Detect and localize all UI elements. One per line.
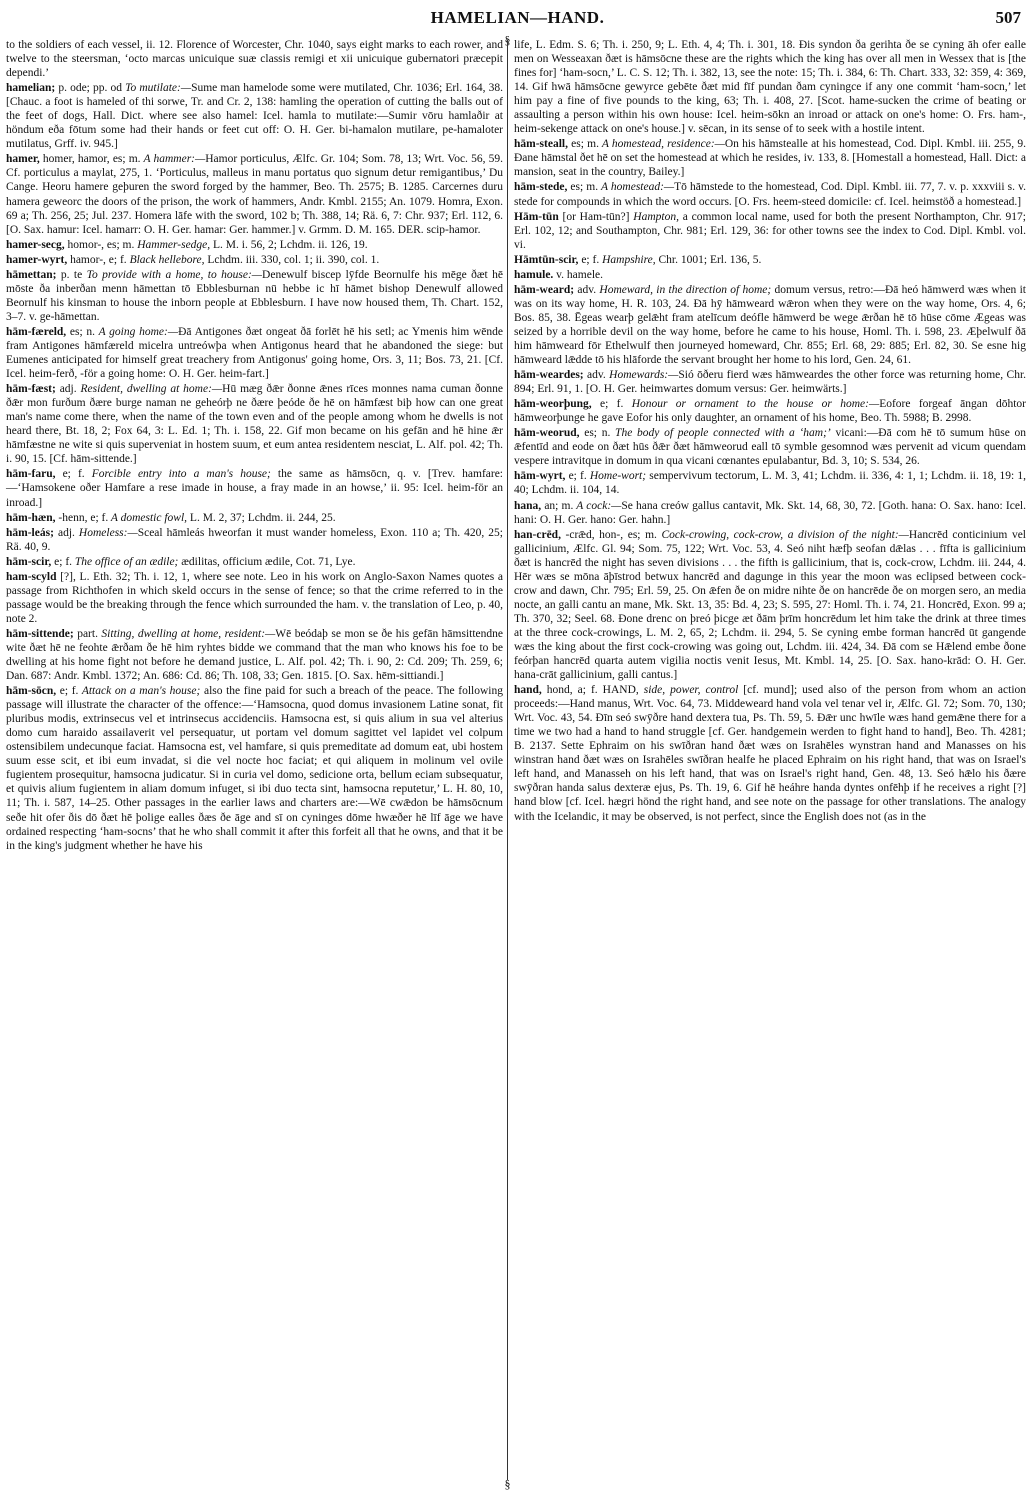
dictionary-entry: [514, 38, 1026, 136]
gloss: Forcible entry into a man's house;: [84, 468, 271, 481]
dictionary-entry: [514, 683, 1026, 823]
dictionary-entry: [6, 627, 503, 683]
entry-text: [cf. mund]; used also of the person from whom an action proceeds:—Hand manus, Wrt. Voc. 64, 73. Middeweard hand vola vel tenar vel ir, Ælfc. Gl. 72; Som. 70, 130; Wrt. Voc. 43, 54. Ðīn seó swȳðre hand dextera tua, Ps. Th. 59, 5. Ðǣr unc hwīle wæs hand gemǣne there for a time we two had a hand to hand struggle [cf. Ger. handgemein werden to fight hand to hand], Beo. Th. 4281; B. 2137. Sette Ephraim on his swīðran hand ðæt wæs on Israhēles wynstran hand and Manasses on his winstran hand ðæt wæs on Israhēles swīðran healfe he placed Ephraim on his right hand, that was on Israel's left hand, and Manasseh on his left hand, that was on Israel's right hand, Gen. 48, 13. Seó hǣlo his ðære swȳðran handa salus dexteræ ejus, Ps. Th. 19, 6. Gif hē heáhre handa dyntes onfēhþ if he receives a right [?] hand blow [cf. Icel. hægri hönd the right hand, and see note on the passage for other translations. The analogy with the Icelandic, it may be observed, is not perfect, since the English does not (as in the: [514, 684, 1027, 823]
dictionary-entry: [514, 137, 1026, 179]
gloss: Cock-crowing, cock-crow, a division of the night:—: [656, 528, 909, 541]
entry-text: -henn, e; f.: [55, 511, 109, 524]
entry-text: adv.: [583, 369, 606, 382]
dictionary-entry: [514, 253, 1026, 267]
entry-text: also the fine paid for such a breach of the peace. The following passage will illustrate the character of the offence:—‘Hamsocna, quod domus invasionem Latine sonat, fit pluribus modis, extrinsecus vel et intrinsecus accidenciis. Hamsocna est, si quis alium in sua vel alterius domo cum haraido assailaverit vel persequatur, ut portam vel domum sagittet vel lapidet vel colpum ostensibilem undecunque faciat. Hamsocna est, vel hamfare, si quis premeditate ad domum eat, ubi hostem suum esse scit, et ibi eum invadat, si die vel nocte hoc faciat; et qui aliquem in molinum vel ovile fugientem prosequitur, hamsocna judicatur. Si in curia vel domo, sedicione orta, bellum eciam subsequatur, et quivis alium fugientem in aliam domum infuget, si ibi duo tecta sint, hamsocna reputetur,’ L. H. 80, 10, 11; Th. i. 587, 14–25. Other passages in the earlier laws and charters are:—Wē cwǣdon be hāmsōcnum seðe hit ofer ðis dō ðæt hē þolige ealles ðæs ðe āge and sī on cyninges dōme hwæðer hē līf āge we have ordained respecting ‘ham-socns’ that he who shall commit it after this forfeit all that he owns, and that it be in the king's judgment whether he have his: [6, 685, 503, 852]
entry-text: es; m.: [567, 138, 599, 151]
headword: hām-sōcn,: [6, 685, 57, 698]
gloss: Homewards:—: [605, 369, 679, 382]
gloss: The body of people connected with a ‘ham;’: [610, 427, 831, 440]
entry-text: homer, hamor, es; m.: [39, 153, 141, 166]
dictionary-entry: [6, 684, 503, 853]
headword: hām-weard;: [514, 283, 575, 296]
headword: Hāmtūn-scir,: [514, 253, 579, 266]
headword: hām-sittende;: [6, 627, 74, 640]
entry-text: Eofore forgeaf āngan dōhtor hāmweorþunge he gave Eofor his only daughter, an ornament of his home, Beo. Th. 5988; B. 2998.: [514, 398, 1026, 425]
entry-text: adj.: [53, 526, 75, 539]
right-column: [514, 38, 1026, 825]
entry-text: e; f.: [591, 398, 624, 411]
gloss: A hammer:—: [140, 153, 206, 166]
entry-text: hamor-, e; f.: [67, 253, 127, 266]
headword: hāmettan;: [6, 268, 57, 281]
headword: hām-weorþung,: [514, 398, 592, 411]
entry-text: adj.: [55, 383, 77, 396]
headword: ham-scyld: [6, 570, 57, 583]
dictionary-entry: [514, 180, 1026, 208]
running-title: HAMELIAN—HAND.: [430, 8, 605, 27]
gloss: Homeward, in the direction of home;: [596, 283, 772, 296]
entry-text: Hamor porticulus, Ælfc. Gr. 104; Som. 78, 13; Wrt. Voc. 56, 59. Cf. porticulus a maylat, 275, 1. ‘Porticulus, malleus in manu portatus quo signum detur remigantibus,’ Du Cange. Heoru hamere geþuren the sword forged by the hammer, Beo. Th. 2575; B. 1285. Carcernes duru hamera geweorc the doors of the prison, the work of hammers, Andr. Kmbl. 2155; An. 1079. Homra, Exon. 69 a; Th. 256, 25; Jul. 237. Homera lāfe with the sword, 102 b; Th. 388, 14; Rä. 6, 7: Chr. 937; Erl. 112, 6. [O. Sax. hamur: Icel. hamarr: O. H. Ger. hamar: Ger. hammer.] v. Grmm. D. M. 165. DER. scip-hamor.: [6, 153, 503, 236]
entry-text: Ðā Antigones ðæt ongeat ðā forlēt hē his setl; ac Ymenis him wēnde fram Antigones hāmfæreld micelra untreówþa when Antigonus heard that he abandoned the siege: but Eumenes anticipated for himself great treachery from Antigonus' going home, Ors. 3, 11; Bos. 73, 21. [Cf. Icel. heim-ferð, -för a going home: O. H. Ger. heim-fart.]: [6, 325, 503, 381]
entry-text: Se hana creów gallus cantavit, Mk. Skt. 14, 68, 30, 72. [Goth. hana: O. Sax. hano: Icel. hani: O. H. Ger. hano: Ger. hahn.]: [514, 499, 1026, 526]
entry-text: Denewulf biscep lȳfde Beornulfe his mēge ðæt hē mōste ða inberðan menn hāmettan tō Ebblesburnan nū hebbe ic hī hāmet bishop Denewulf allowed Beornulf his kinsman to house the inborn people at Ebblesburn. I have now housed them, Th. Chart. 152, 3–7. v. ge-hāmettan.: [6, 268, 503, 323]
dictionary-entry: [514, 368, 1026, 396]
entry-text: e; f.: [51, 555, 73, 568]
section-mark-icon: §: [504, 33, 511, 47]
gloss: A going home:—: [95, 325, 179, 338]
dictionary-entry: [514, 210, 1026, 252]
headword: hand,: [514, 684, 542, 697]
headword: hām-færeld,: [6, 325, 67, 338]
entry-text: e; f.: [578, 253, 600, 266]
entry-text: to the soldiers of each vessel, ii. 12. Florence of Worcester, Chr. 1040, says eight marks to each rower, and twelve to the steersman, ‘octo marcas unicuique suæ classis remigi et xii unicuique gubernatori præcepit dependi.’: [6, 39, 503, 80]
gloss: Hampton,: [629, 210, 679, 223]
entry-text: life, L. Edm. S. 6; Th. i. 250, 9; L. Eth. 4, 4; Th. i. 301, 18. Ðis syndon ða gerihta ðe se cyning āh ofer ealle men on Wesseaxan ðæt is hāmsōcne these are the rights which the king has over all men in Wessex that is [the fines for] ‘ham-socn,’ L. C. S. 12; Th. i. 382, 13, see the note: 15; Th. i. 384, 6: Th. Chart. 333, 32: 359, 4: 369, 14. Gif hwā hāmsōcne gewyrce gebēte ðæt mid fīf pundan ðam cyningce if any one commit ‘ham-socn,’ let him pay a fine of five pounds to the king, 63; Th. i. 408, 27. [Scot. hame-sucken the crime of beating or assaulting a person within his own house: Icel. heim-sōkn an inroad or attack on one's home: O. Frs. ham-, heim-sekenge attack on one's house.] v. sēcan, in its sense of to seek with a hostile intent.: [514, 39, 1026, 136]
headword: hām-weorud,: [514, 427, 580, 440]
entry-text: Sceal hāmleás hweorfan it must wander homeless, Exon. 110 a; Th. 420, 25; Rä. 40, 9.: [6, 526, 503, 553]
entry-text: Sume man hamelode some were mutilated, Chr. 1036; Erl. 164, 38. [Chauc. a foot is hameled of thi sorwe, Tr. and Cr. 2, 138: hamling the operation of cutting the balls out of the feet of dogs, Hall. Dict. where see also hamel: Icel. hamla to mutilate:—Sumir vōru hamlaðir at höndum eða fōtum some had their hands or feet cut off: O. H. Ger. bi-hamalon mutilare, pe-hamaloter mutilatus, Grff. iv. 945.]: [6, 82, 503, 151]
headword: hām-hæn,: [6, 511, 56, 524]
entry-text: -crǣd, hon-, es; m.: [560, 528, 657, 541]
entry-text: L. M. i. 56, 2; Lchdm. ii. 126, 19.: [210, 238, 368, 251]
headword: hamer-wyrt,: [6, 253, 68, 266]
dictionary-entry: [6, 511, 503, 525]
dictionary-entry: [514, 268, 1026, 282]
entry-text: a common local name, used for both the present Northampton, Chr. 917; Erl. 102, 12; and Southampton, Chr. 981; Erl. 129, 36: for other towns see the index to Cod. Dipl. Kmbl. vol. vi.: [514, 210, 1026, 251]
gloss: Homeless:—: [74, 526, 138, 539]
gloss: Home-wort;: [586, 470, 647, 483]
entry-text: domum versus, retro:—Ðā heó hāmwerd wæs when it was on its way home, H. R. 103, 24. Ðā hȳ hāmweard wǣron when they were on the way home, Ors. 4, 6; Bos. 85, 38. Ēgeas wearþ gelǣht fram atelīcum deófle hāmwerd be wege ǣrðan hē tō hūse cōme Ægeas was seized by a horrible devil on the way home, before he came to his house, Homl. Th. i. 598, 23. Æþelwulf ðā him hāmweard fōr Ethelwulf then journeyed homeward, Chr. 855; Erl. 68, 29: 885; Erl. 82, 30. Se esne hig hāmweard lǣdde tō his hlāforde the servant brought her home to his lord, Gen. 24, 61.: [514, 283, 1026, 367]
dictionary-entry: [6, 555, 503, 569]
dictionary-entry: [6, 382, 503, 466]
entry-text: On his hāmstealle at his homestead, Cod. Dipl. Kmbl. iii. 255, 9. Ðane hāmstal ðet hē on set the homestead at which he resides, iv. 133, 8. [Homestall a homestead, Hall. Dict: a mansion, seat in the country, Bailey.]: [514, 138, 1026, 179]
gloss: A cock:—: [573, 499, 622, 512]
entry-text: Lchdm. iii. 330, col. 1; ii. 390, col. 1.: [204, 253, 380, 266]
entry-text: vicani:—Ðā com hē tō sumum hūse on ǣfentīd and eode on ðæt hūs ðǣr ðæt hāmweorud eall tō symble gesomnod wæs pervenit ad vicum quendam vespere intravitque in domum in qua vicani cœnantes epulabantur, Bd. 3, 10; S. 534, 26.: [514, 427, 1027, 468]
headword: hamer-secg,: [6, 238, 65, 251]
entry-text: ædilitas, officium ædile, Cot. 71, Lye.: [178, 555, 356, 568]
entry-text: Chr. 1001; Erl. 136, 5.: [655, 253, 762, 266]
dictionary-entry: [514, 528, 1026, 683]
gloss: A domestic fowl,: [108, 511, 188, 524]
dictionary-entry: [6, 570, 503, 626]
headword: hām-steall,: [514, 138, 568, 151]
page-header: [0, 6, 1035, 30]
dictionary-entry: [6, 467, 503, 509]
entry-text: Tō hāmstede to the homestead, Cod. Dipl. Kmbl. iii. 77, 7. v. p. xxxviii s. v. stede for compounds in which the word occurs. [O. Frs. heem-steed domicile: cf. Icel. heimstöð a homestead.]: [514, 181, 1026, 208]
entry-text: adv.: [574, 283, 597, 296]
entry-text: homor-, es; m.: [64, 238, 135, 251]
entry-text: e; f.: [565, 470, 587, 483]
entry-text: es; m.: [567, 181, 599, 194]
gloss: Sitting, dwelling at home, resident:—: [97, 627, 276, 640]
entry-text: e; f.: [56, 685, 79, 698]
entry-text: Wē beódaþ se mon se ðe his gefān hāmsittendne wite ðæt hē ne feohte ǣrðam ðe hē him ryhtes bidde we command that the man who knows his foe to be dwelling at his home fight not before he demand justice, L. Alf. pol. 42; Th. i. 90, 2: Cd. 209; Th. 259, 6; Dan. 687: Andr. Kmbl. 1372; An. 686: Cd. 86; Th. 108, 33; Gen. 1815. [O. Sax. hēm-sittiandi.]: [6, 627, 503, 683]
dictionary-entry: [6, 238, 503, 252]
dictionary-entry: [6, 268, 503, 324]
headword: hana,: [514, 499, 542, 512]
dictionary-entry: [514, 283, 1026, 367]
dictionary-entry: [6, 325, 503, 381]
dictionary-entry: [6, 152, 503, 236]
entry-text: an; m.: [541, 499, 574, 512]
dictionary-entry: [514, 469, 1026, 497]
entry-text: part.: [73, 627, 98, 640]
entry-text: hond, a; f. HAND,: [541, 684, 639, 697]
left-column: [6, 38, 503, 854]
entry-text: [or Ham-tūn?]: [558, 210, 630, 223]
gloss: Hampshire,: [599, 253, 656, 266]
entry-text: es; n.: [579, 427, 611, 440]
entry-text: Sió ōðeru fierd wæs hāmweardes the other force was returning home, Chr. 894; Erl. 91, 1. [O. H. Ger. heimwartes domum versus: Ger. heimwärts.]: [514, 369, 1027, 396]
gloss: A homestead:—: [598, 181, 675, 194]
entry-text: Hū mæg ðǣr ðonne ǣnes rīces monnes nama cuman ðonne ðǣr mon furðum ðære burge naman ne geheórþ ne ðære þeóde ðe hē on hāmfæst biþ how can one great man's name come there, when the name of the town even and of the people among whom he dwells is not heard there, Bt. 18, 2; Fox 64, 3: L. Ed. 1; Th. i. 158, 22. Gif mon became on his gefān and hē hine ǣr hāmfæstne ne wite si quis superveniat in hostem suum, et eum antea residentem nesciat, L. Alf. pol. 42; Th. i. 90, 15. [Cf. hām-sittende.]: [6, 383, 503, 466]
headword: hām-faru,: [6, 468, 56, 481]
dictionary-entry: [6, 526, 503, 554]
headword: hamule.: [514, 268, 554, 281]
entry-text: [?], L. Eth. 32; Th. i. 12, 1, where see note. Leo in his work on Anglo-Saxon Names quotes a passage from Richthofen in which skeld occurs in the sense of fence; so that the crime referred to in the passage would be the breaking through the fence which surrounded the ham. v. the translation of Leo, p. 40, note 2.: [6, 570, 503, 625]
section-mark-icon: §: [504, 1477, 511, 1491]
gloss: Resident, dwelling at home:—: [76, 383, 223, 396]
headword: hām-stede,: [514, 181, 568, 194]
gloss: Attack on a man's house;: [78, 685, 201, 698]
dictionary-entry: [6, 38, 503, 80]
page-number: 507: [995, 8, 1021, 27]
headword: hamer,: [6, 153, 40, 166]
dictionary-entry: [514, 397, 1026, 425]
dictionary-entry: [6, 253, 503, 267]
entry-text: p. te: [56, 268, 83, 281]
gloss: To provide with a home, to house:—: [82, 268, 263, 281]
headword: hām-fæst;: [6, 383, 56, 396]
gloss: To mutilate:—: [121, 82, 192, 95]
headword: hām-scir,: [6, 555, 52, 568]
headword: han-crēd,: [514, 528, 561, 541]
headword: Hām-tūn: [514, 210, 559, 223]
entry-text: L. M. 2, 37; Lchdm. ii. 244, 25.: [187, 511, 336, 524]
gloss: Black hellebore,: [126, 253, 205, 266]
entry-text: Hancrēd conticinium vel gallicinium, Ælfc. Gl. 94; Som. 75, 122; Wrt. Voc. 53, 4. Seó niht hæfþ seofan dǣlas . . . fīfta is gallicinium ðæt is hancrēd the night has seven divisions . . . the fifth is gallicinium, that is, cock-crow, Lchdm. iii. 244, 4. Hēr wæs se mōna āþīstrod betwux hancrēd and dagunge in this year the moon was eclipsed between cock-crow and dawn, Chr. 795; Erl. 59, 25. On ǣfen ðe on midre nihte ðe on hancrēde ðe on morgen sero, an media nocte, an galli cantu an mane, Mk. Skt. 13, 35: Bd. 4, 23; S. 595, 27: Homl. Th. i. 74, 21. Honcrēd, Exon. 99 a; Th. 370, 32; Seel. 68. Ðone drenc on þreó þicge æt ðām þrīm honcrēdum let him take the drink at three times at the three cock-crowings, L. M. 2, 65, 2; Lchdm. ii. 294, 5. Se cyning embe forman hancrēd ūt gangende wæs the king about the first cock-crowing was going out, Lchdm. iii. 424, 34. Ðā com se Hǣlend embe ðone feórþan hancrēd quarta autem vigilia noctis venit Iesus, Mt. Kmbl. 14, 25. [O. Sax. hano-krād: O. H. Ger. hana-crāt gallicinium, galli cantus.]: [514, 528, 1026, 682]
entry-text: p. ode; pp. od: [55, 82, 122, 95]
entry-text: e; f.: [55, 468, 85, 481]
entry-text: v. hamele.: [553, 268, 604, 281]
entry-text: es; n.: [66, 325, 96, 338]
dictionary-entry: [6, 81, 503, 151]
headword: hamelian;: [6, 82, 56, 95]
gloss: side, power, control: [638, 684, 739, 697]
headword: hām-leás;: [6, 526, 54, 539]
headword: hām-weardes;: [514, 369, 584, 382]
headword: hām-wyrt,: [514, 470, 566, 483]
entry-text: sempervivum tectorum, L. M. 3, 41; Lchdm. ii. 336, 4: 1, 1; Lchdm. ii. 18, 19: 1, 40; Lchdm. ii. 104, 14.: [514, 470, 1026, 497]
entry-text: the same as hāmsōcn, q. v. [Trev. hamfare:—‘Hamsokene oðer Hamfare a rese imade in house, a fray made in an howse,’ ii. 95: Icel. heim-för an inroad.]: [6, 468, 504, 509]
column-divider: [507, 40, 508, 1480]
gloss: A homestead, residence:—: [598, 138, 725, 151]
gloss: The office of an ædile;: [72, 555, 179, 568]
dictionary-entry: [514, 426, 1026, 468]
dictionary-entry: [514, 499, 1026, 527]
gloss: Hammer-sedge,: [134, 238, 211, 251]
gloss: Honour or ornament to the house or home:—: [623, 398, 880, 411]
